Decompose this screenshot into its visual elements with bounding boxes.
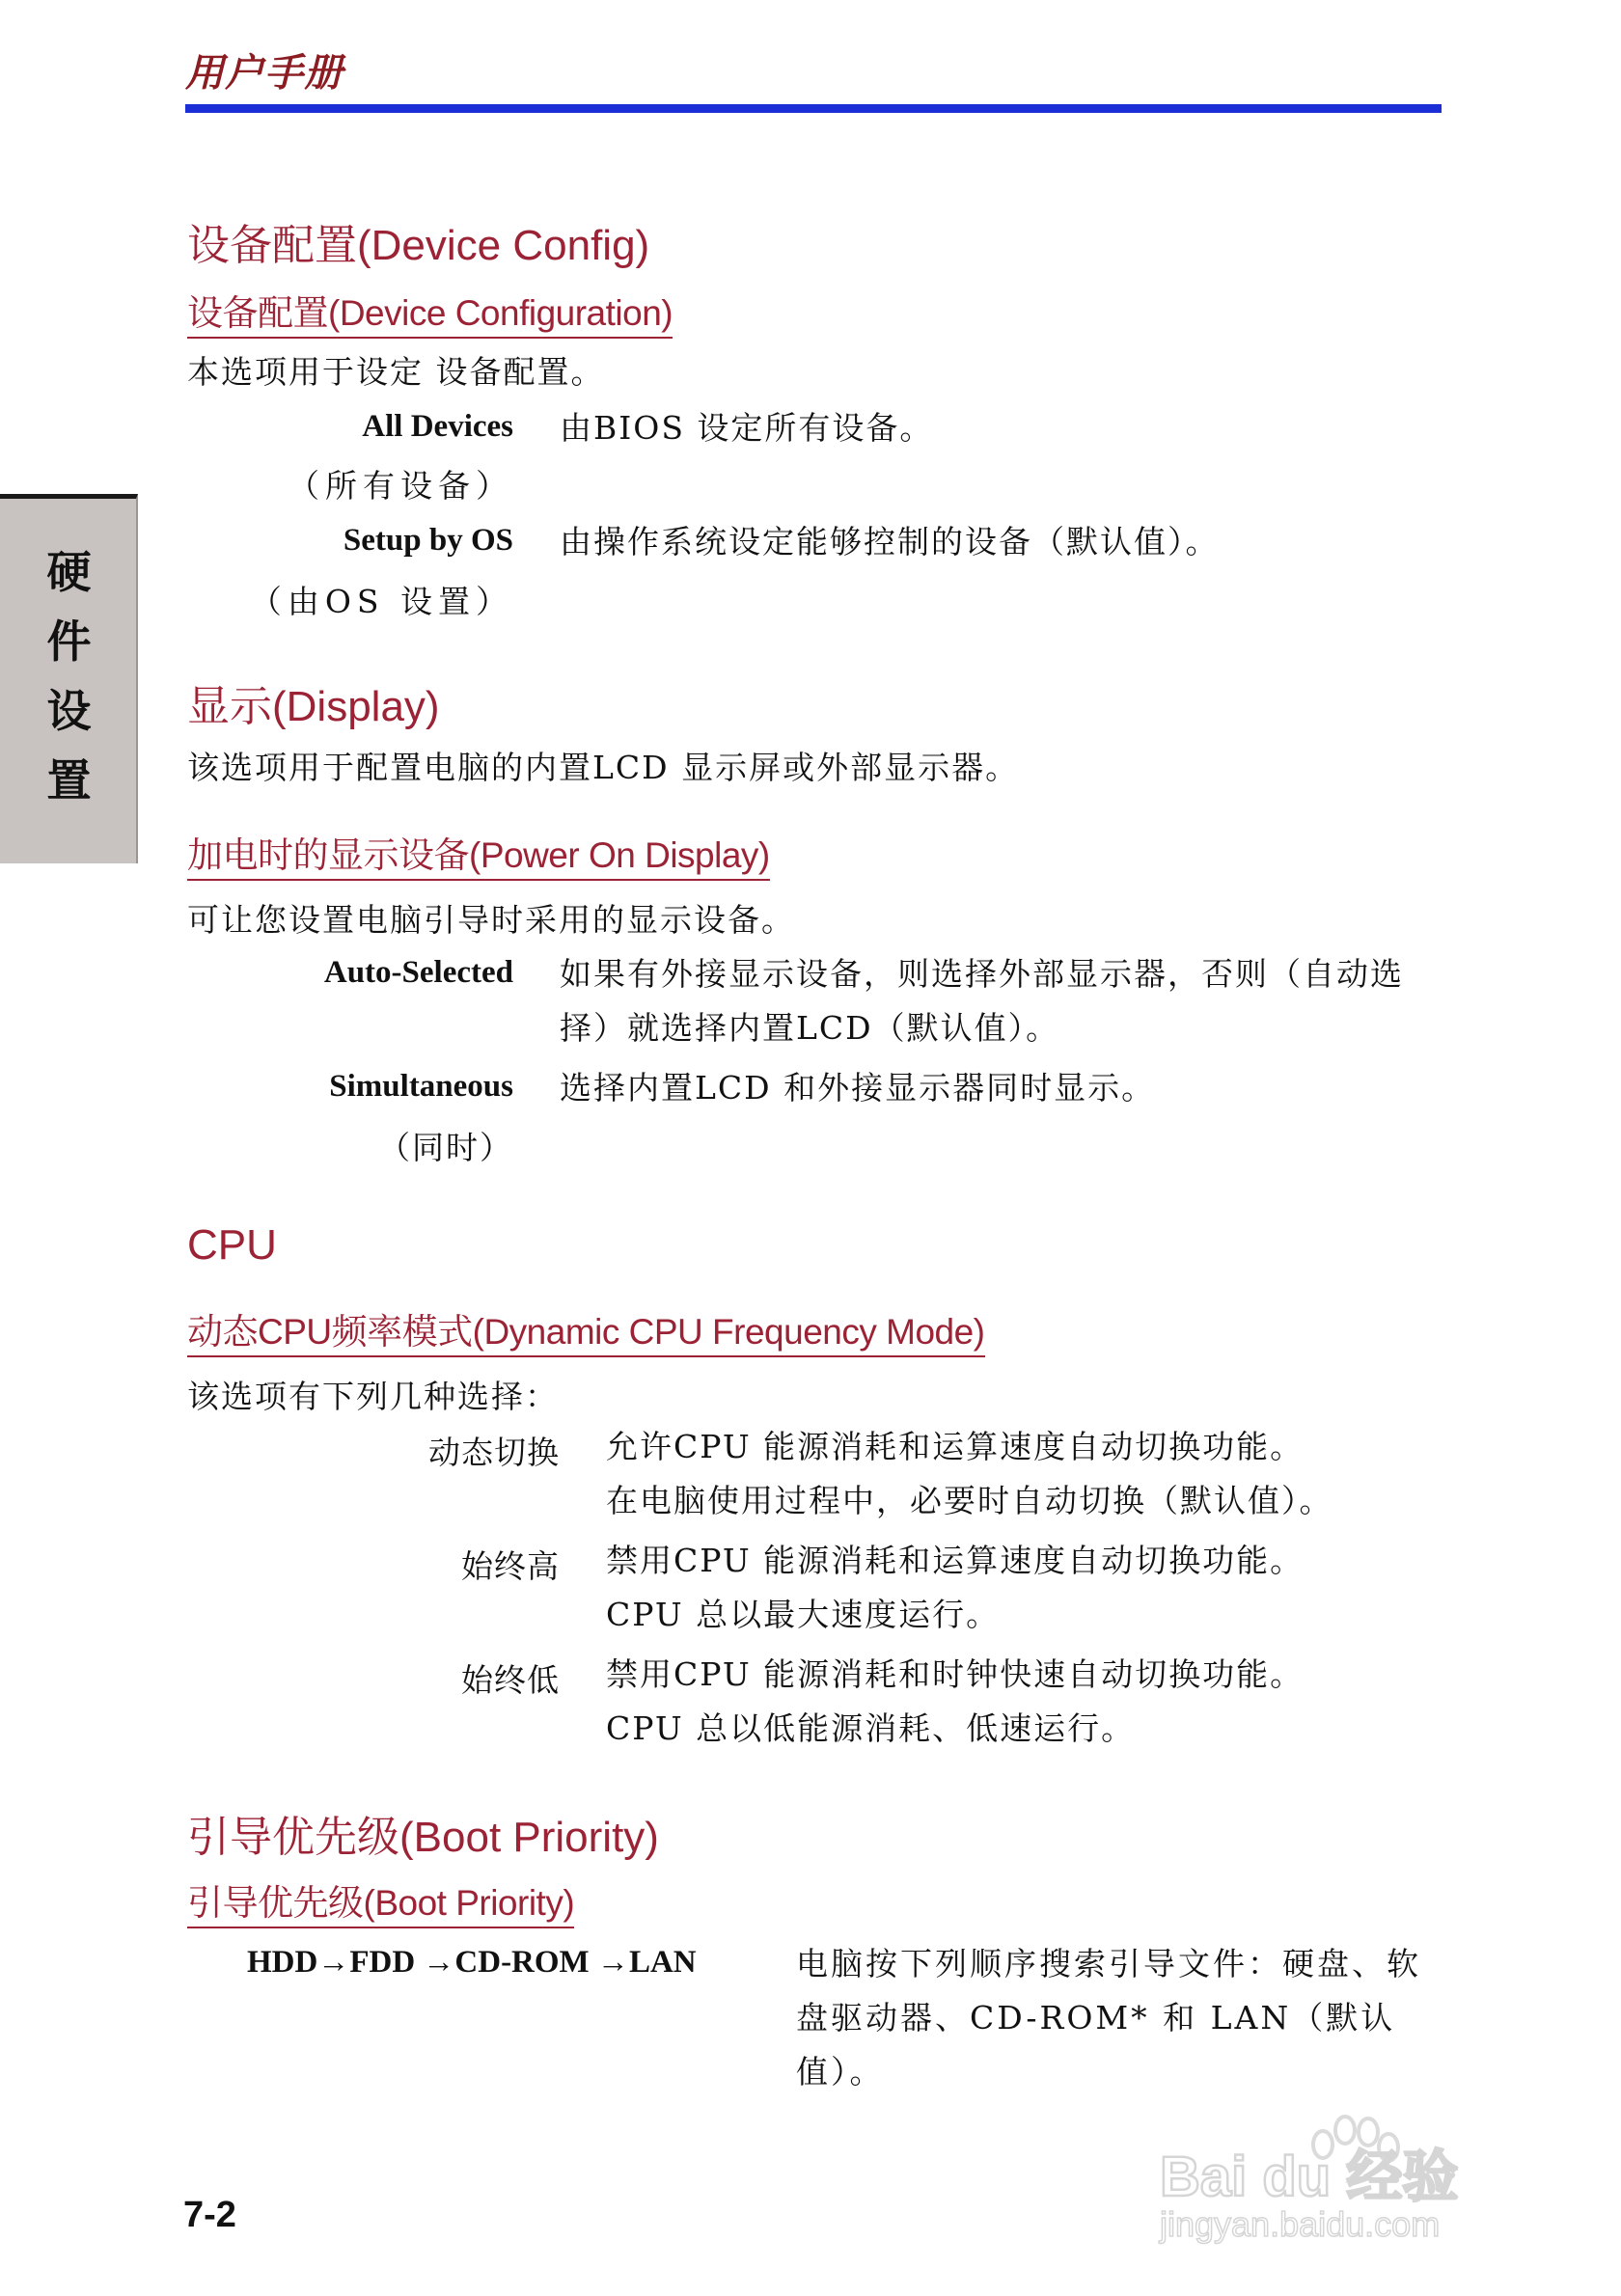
option-term-sub: （所有设备） xyxy=(288,467,513,505)
power-on-display-intro: 可让您设置电脑引导时采用的显示设备。 xyxy=(187,901,795,939)
section-heading-display: 显示(Display) xyxy=(187,683,440,730)
side-tab-char: 置 xyxy=(46,754,92,806)
section-heading-boot-priority: 引导优先级(Boot Priority) xyxy=(187,1814,659,1861)
header-rule xyxy=(185,104,1442,113)
option-term-sub: （同时） xyxy=(378,1129,513,1166)
cpu-option-desc: 在电脑使用过程中，必要时自动切换（默认值）。 xyxy=(606,1482,1333,1519)
cpu-option-desc: CPU 总以最大速度运行。 xyxy=(606,1596,1001,1633)
cpu-option-desc: 允许CPU 能源消耗和运算速度自动切换功能。 xyxy=(606,1428,1305,1465)
option-term-auto-selected: Auto-Selected xyxy=(323,955,513,990)
cpu-option-term: 始终低 xyxy=(461,1661,560,1699)
option-desc-setup-by-os: 由操作系统设定能够控制的设备（默认值）。 xyxy=(560,523,1220,560)
manual-header-title: 用户手册 xyxy=(185,51,343,96)
chapter-side-tab xyxy=(0,494,138,863)
subheading-power-on-display: 加电时的显示设备(Power On Display) xyxy=(187,826,770,881)
baidu-jingyan-watermark xyxy=(1154,2101,1540,2246)
paw-logo-icon xyxy=(1154,2101,1540,2246)
cpu-option-desc: CPU 总以低能源消耗、低速运行。 xyxy=(606,1709,1136,1747)
page-number: 7-2 xyxy=(183,2195,236,2235)
cpu-intro: 该选项有下列几种选择： xyxy=(187,1378,559,1415)
option-term-simultaneous: Simultaneous xyxy=(329,1069,513,1104)
boot-order-desc: 电脑按下列顺序搜索引导文件：硬盘、软盘驱动器、CD-ROM* 和 LAN（默认值）。 xyxy=(796,1945,1421,2091)
cpu-option-term: 动态切换 xyxy=(428,1434,560,1471)
cpu-option-term: 始终高 xyxy=(461,1547,560,1585)
cpu-option-desc: 禁用CPU 能源消耗和运算速度自动切换功能。 xyxy=(606,1542,1305,1579)
subheading-device-configuration: 设备配置(Device Configuration) xyxy=(187,284,673,339)
side-tab-char: 件 xyxy=(46,615,92,668)
device-config-intro: 本选项用于设定 设备配置。 xyxy=(187,353,605,391)
option-desc-all-devices: 由BIOS 设定所有设备。 xyxy=(560,409,934,447)
watermark-url: jingyan.baidu.com xyxy=(1160,2204,1441,2244)
option-term-all-devices: All Devices xyxy=(362,409,513,444)
option-term-setup-by-os: Setup by OS xyxy=(343,523,513,558)
boot-order-term: HDD→FDD →CD-ROM →LAN xyxy=(247,1945,697,1980)
option-term-sub: （由OS 设置） xyxy=(249,583,513,620)
section-heading-device-config: 设备配置(Device Config) xyxy=(187,222,650,269)
cpu-option-desc: 禁用CPU 能源消耗和时钟快速自动切换功能。 xyxy=(606,1655,1305,1693)
side-tab-char: 设 xyxy=(46,685,92,737)
option-desc-simultaneous: 选择内置LCD 和外接显示器同时显示。 xyxy=(560,1069,1156,1107)
subheading-dynamic-cpu-frequency: 动态CPU频率模式(Dynamic CPU Frequency Mode) xyxy=(187,1302,985,1357)
section-heading-cpu: CPU xyxy=(187,1221,277,1269)
display-intro: 该选项用于配置电脑的内置LCD 显示屏或外部显示器。 xyxy=(187,749,1020,786)
subheading-boot-priority: 引导优先级(Boot Priority) xyxy=(187,1873,574,1928)
side-tab-char: 硬 xyxy=(46,546,92,598)
option-desc-auto-selected: 如果有外接显示设备，则选择外部显示器，否则（自动选择）就选择内置LCD（默认值）。 xyxy=(560,955,1404,1047)
watermark-brand: Bai du 经验 xyxy=(1160,2146,1459,2208)
